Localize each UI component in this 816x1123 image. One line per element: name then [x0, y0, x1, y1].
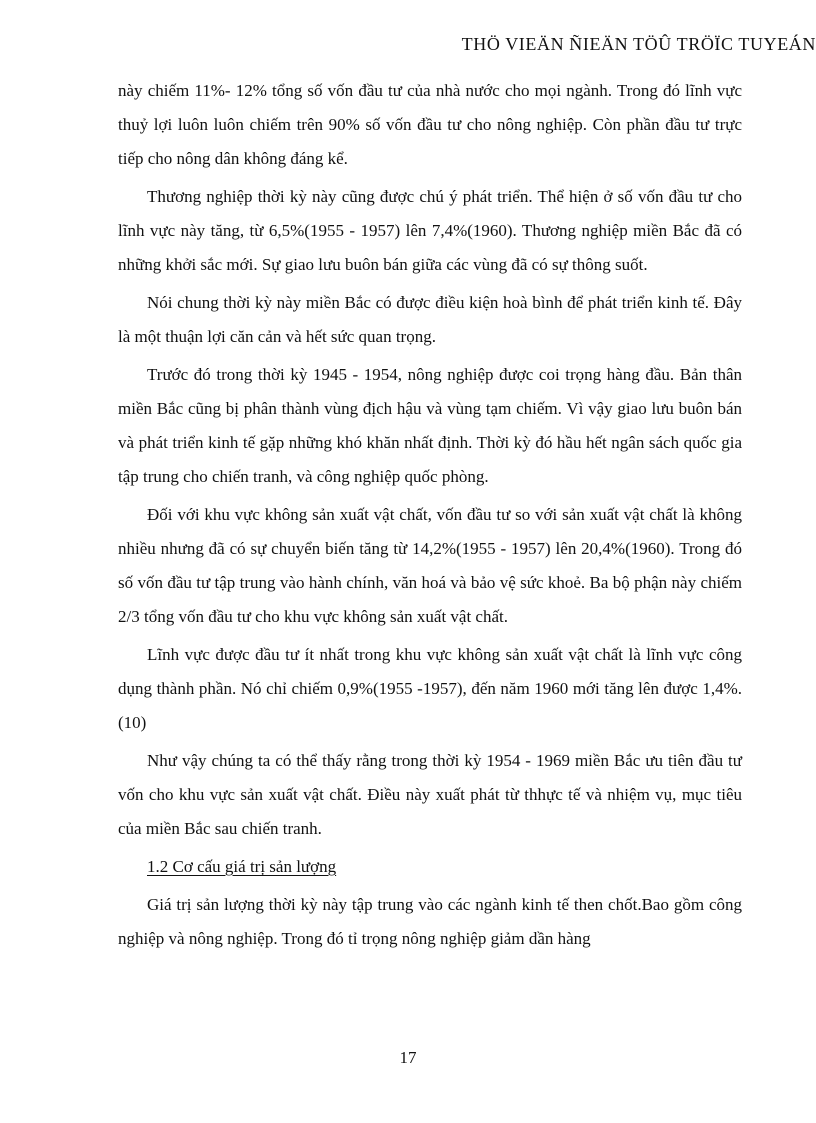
paragraph-before-1954: Trước đó trong thời kỳ 1945 - 1954, nông nghiệp được coi trọng hàng đầu. Bản thân miền Bắc cũng bị phân thành vùng địch hậu và vùng tạm chiếm. Vì vậy giao lưu buôn bán và phát triển kinh tế gặp những khó khăn nhất định. Thời kỳ đó hầu hết ngân sách quốc gia tập trung cho chiến tranh, và công nghiệp quốc phòng. — [118, 365, 742, 486]
paragraph-non-material-sector: Đối với khu vực không sản xuất vật chất, vốn đầu tư so với sản xuất vật chất là không nhiều nhưng đã có sự chuyển biến tăng từ 14,2%(1955 - 1957) lên 20,4%(1960). Trong đó số vốn đầu tư tập trung vào hành chính, văn hoá và bảo vệ sức khoẻ. Ba bộ phận này chiếm 2/3 tổng vốn đầu tư cho khu vực không sản xuất vật chất. — [118, 505, 742, 626]
page-header: THÖ VIEÄN ÑIEÄN TÖÛ TRÖÏC TUYEÁN — [461, 34, 816, 54]
paragraph-commerce: Thương nghiệp thời kỳ này cũng được chú ý phát triển. Thể hiện ở số vốn đầu tư cho lĩnh vực này tăng, từ 6,5%(1955 - 1957) lên 7,4%(1960). Thương nghiệp miền Bắc đã có những khởi sắc mới. Sự giao lưu buôn bán giữa các vùng đã có sự thông suốt. — [118, 187, 742, 274]
document-body — [118, 74, 742, 960]
paragraph-output-value: Giá trị sản lượng thời kỳ này tập trung vào các ngành kinh tế then chốt.Bao gồm công nghiệp và nông nghiệp. Trong đó tỉ trọng nông nghiệp giảm dần hàng — [118, 895, 742, 948]
paragraph-peace-conditions: Nói chung thời kỳ này miền Bắc có được điều kiện hoà bình để phát triển kinh tế. Đây là một thuận lợi căn cản và hết sức quan trọng. — [118, 293, 742, 346]
paragraph-conclusion: Như vậy chúng ta có thể thấy rằng trong thời kỳ 1954 - 1969 miền Bắc ưu tiên đầu tư vốn cho khu vực sản xuất vật chất. Điều này xuất phát từ thhực tế và nhiệm vụ, mục tiêu của miền Bắc sau chiến tranh. — [118, 751, 742, 838]
page-number: 17 — [399, 1048, 417, 1067]
section-heading: 1.2 Cơ cấu giá trị sản lượng — [147, 857, 337, 876]
paragraph-least-invested: Lĩnh vực được đầu tư ít nhất trong khu vực không sản xuất vật chất là lĩnh vực công dụng thành phần. Nó chỉ chiếm 0,9%(1955 -1957), đến năm 1960 mới tăng lên được 1,4%.(10) — [118, 645, 742, 732]
paragraph-continued: này chiếm 11%- 12% tổng số vốn đầu tư của nhà nước cho mọi ngành. Trong đó lĩnh vực thuỷ lợi luôn luôn chiếm trên 90% số vốn đầu tư cho nông nghiệp. Còn phần đầu tư trực tiếp cho nông dân không đáng kể. — [118, 81, 742, 168]
